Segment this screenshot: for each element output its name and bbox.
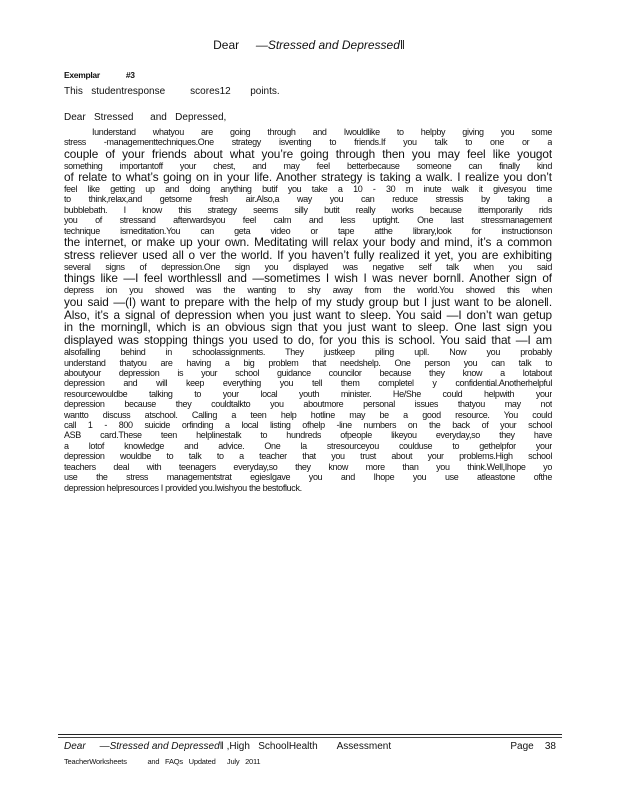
body-line: displayed was stopping things you used to do, for you this is school. You said that —I am — [64, 334, 552, 348]
body-line: depress ion you showed was the wanting to shy away from the world.You showed this when — [64, 285, 552, 296]
body-line: teachers deal with teenagers everyday,so they know more than you think.Well,Ihope yo — [64, 461, 552, 472]
footer-page-number: 38 — [544, 741, 556, 752]
score-line: This studentresponse scores12 points. — [64, 86, 280, 97]
body-line: use the stress managementstrat egiesIgave you and Ihope you use atleastone ofthe — [64, 472, 552, 483]
footer-page-label: Page — [510, 741, 534, 752]
header-title: —Stressed and Depressed‖ — [255, 38, 405, 52]
body-line: ASB card.These teen helplinestalk to hundreds ofpeople likeyou everyday,so they have — [64, 430, 552, 441]
header-prefix: Dear — [213, 38, 240, 52]
body-line: alsofalling behind in schoolassignments. They justkeep piling up‖. Now you probably — [64, 347, 552, 358]
body-line: stress reliever used all o ver the world. If you haven’t fully realized it yet, you are exhibiting — [64, 248, 552, 262]
letter-body — [64, 112, 552, 493]
exemplar-label: Exemplar — [64, 70, 100, 80]
body-line: resourcewouldbe talking to your local youth minister. He/She could helpwith your — [64, 388, 552, 399]
footer-secondary: TeacherWorksheets and FAQs Updated July 2011 — [64, 757, 261, 766]
body-line: depression because they couldtalkto you aboutmore personal issues thatyou may not — [64, 399, 552, 410]
exemplar-heading — [64, 70, 135, 80]
body-line: you said —(I) want to prepare with the help of my study group but I just want to be alone‖. — [64, 295, 552, 309]
footer-main — [64, 741, 556, 752]
exemplar-number: #3 — [125, 70, 135, 80]
page-header — [0, 38, 618, 52]
body-line: call 1 - 800 suicide orfinding a local listing ofhelp -line numbers on the back of your school — [64, 420, 552, 431]
body-line: several signs of depression.One sign you displayed was negative self talk when you said — [64, 261, 552, 272]
body-line: you of stressand afterwardsyou feel calm and less uptight. One last stressmanagement — [64, 215, 552, 226]
body-line: Also, it’s a signal of depression when you just want to sleep. You said —I don’t wan getup — [64, 308, 552, 322]
footer-divider — [58, 734, 562, 735]
salutation: Dear Stressed and Depressed, — [64, 112, 227, 123]
footer-title: —Stressed and Depressed‖ — [99, 741, 224, 752]
footer-prefix: Dear — [64, 741, 86, 752]
body-line: in the morning‖, which is an obvious sign that you just want to sleep. One last sign you — [64, 321, 552, 335]
body-line: things like —I feel worthless‖ and —sometimes I wish I was never born‖. Another sign of — [64, 272, 552, 286]
body-line: wantto discuss atschool. Calling a teen help hotline may be a good resource. You could — [64, 409, 552, 420]
footer-divider-thin — [58, 737, 562, 738]
body-line: depression and will keep everything you tell them completel y confidential.Anotherhelpful — [64, 378, 552, 389]
body-line: aboutyour depression is your school guidance councilor because they know a lotabout — [64, 368, 552, 379]
body-line: depression helpresources I provided you.Iwishyou the bestofluck. — [64, 482, 302, 493]
body-line: stress -managementtechniques.One strategy isventing to friends.If you talk to one or a — [64, 137, 552, 148]
body-line: bubblebath. I know this strategy seems silly butit really works because ittemporarily rids — [64, 204, 552, 215]
body-line: feel like getting up and doing anything butif you take a 10 - 30 m inute walk it givesyou time — [64, 184, 552, 195]
body-line: a lotof knowledge and advice. One la stresourceyou coulduse to gethelpfor your — [64, 440, 552, 451]
body-line: technique ismeditation.You can geta video or tape atthe library,look for instructionson — [64, 225, 552, 236]
footer-page — [510, 741, 556, 752]
body-line: understand thatyou are having a big problem that needshelp. One person you can talk to — [64, 357, 552, 368]
footer-subtitle: ,High SchoolHealth Assessment — [226, 741, 392, 752]
body-line: depression wouldbe to talk to a teacher that you trust about your problems.High school — [64, 451, 552, 462]
body-line: of relate to what’s going on in your life. Another strategy is taking a walk. I realize you don’t — [64, 171, 552, 185]
body-line: the internet, or make up your own. Meditating will relax your body and mind, it’s a common — [64, 236, 552, 249]
body-line: couple of your friends about what you’re going through then you may feel like yougot — [64, 147, 552, 161]
body-line: to think,relax,and getsome fresh air.Also,a way you can reduce stressis by taking a — [64, 194, 552, 205]
footer-title-group — [64, 741, 391, 752]
body-line: Iunderstand whatyou are going through and Iwouldlike to helpby giving you some — [92, 127, 552, 137]
body-line: something importantoff your chest, and may feel betterbecause someone can finally kind — [64, 160, 552, 171]
